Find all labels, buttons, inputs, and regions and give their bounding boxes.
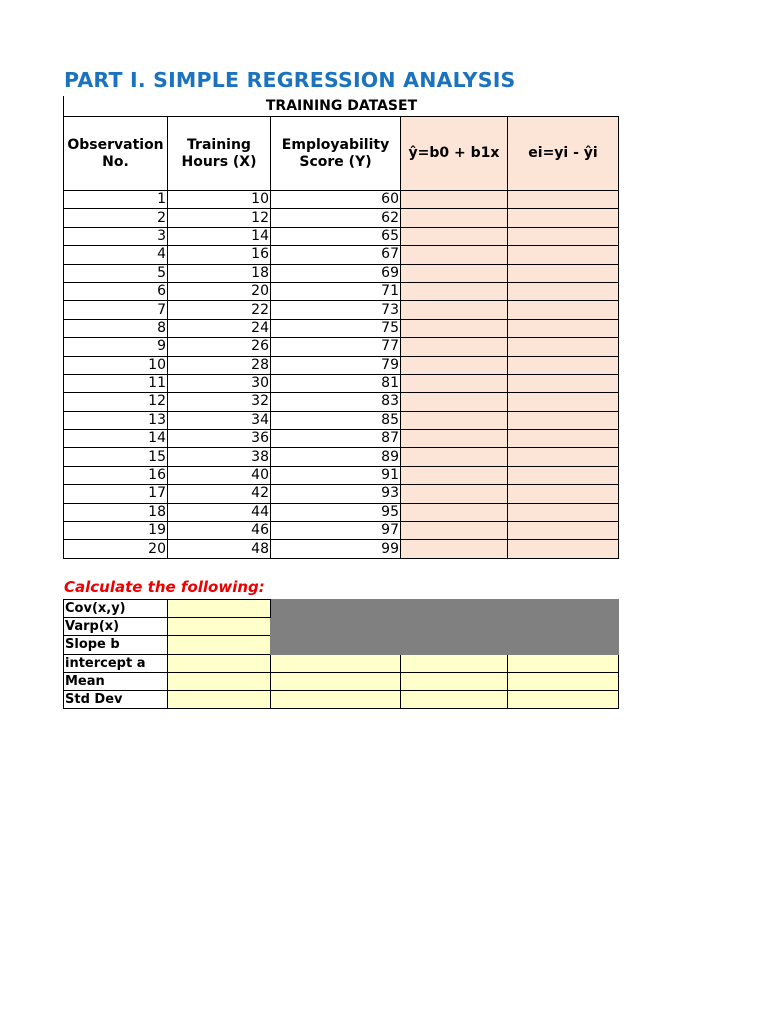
x-cell[interactable]: 26 (168, 338, 271, 356)
calc-row (64, 600, 619, 618)
residual-cell[interactable] (508, 301, 619, 319)
obs-cell[interactable]: 5 (64, 264, 168, 282)
residual-cell[interactable] (508, 338, 619, 356)
calc-input-cell[interactable] (401, 654, 508, 672)
obs-cell[interactable]: 7 (64, 301, 168, 319)
y-cell[interactable]: 69 (271, 264, 401, 282)
table-row (64, 485, 619, 503)
yhat-cell[interactable] (401, 448, 508, 466)
obs-cell[interactable]: 13 (64, 411, 168, 429)
y-cell[interactable]: 85 (271, 411, 401, 429)
residual-cell[interactable] (508, 540, 619, 558)
calculation-table (63, 599, 619, 709)
calculate-heading: Calculate the following: (64, 578, 265, 596)
header-row (64, 117, 619, 191)
table-row (64, 466, 619, 484)
yhat-cell[interactable] (401, 191, 508, 209)
table-row (64, 209, 619, 227)
calc-input-cell[interactable] (271, 654, 401, 672)
obs-cell[interactable]: 12 (64, 393, 168, 411)
table-row (64, 374, 619, 392)
residual-cell[interactable] (508, 466, 619, 484)
x-cell[interactable]: 42 (168, 485, 271, 503)
obs-cell[interactable]: 17 (64, 485, 168, 503)
residual-cell[interactable] (508, 227, 619, 245)
table-row (64, 319, 619, 337)
header-employability-line2: Score (Y) (299, 153, 372, 170)
calc-input-cell[interactable] (168, 618, 271, 636)
residual-cell[interactable] (508, 264, 619, 282)
header-observation-line2: No. (102, 153, 129, 170)
residual-cell[interactable] (508, 209, 619, 227)
yhat-cell[interactable] (401, 485, 508, 503)
yhat-cell[interactable] (401, 227, 508, 245)
residual-cell[interactable] (508, 411, 619, 429)
calc-row (64, 672, 619, 690)
residual-cell[interactable] (508, 191, 619, 209)
yhat-cell[interactable] (401, 282, 508, 300)
x-cell[interactable]: 28 (168, 356, 271, 374)
residual-cell[interactable] (508, 485, 619, 503)
y-cell[interactable]: 87 (271, 430, 401, 448)
x-cell[interactable]: 22 (168, 301, 271, 319)
obs-cell[interactable]: 4 (64, 246, 168, 264)
obs-cell[interactable]: 8 (64, 319, 168, 337)
y-cell[interactable]: 81 (271, 374, 401, 392)
y-cell[interactable]: 83 (271, 393, 401, 411)
x-cell[interactable]: 38 (168, 448, 271, 466)
y-cell[interactable]: 60 (271, 191, 401, 209)
x-cell[interactable]: 14 (168, 227, 271, 245)
residual-cell[interactable] (508, 374, 619, 392)
calc-input-cell[interactable] (168, 654, 271, 672)
residual-cell[interactable] (508, 282, 619, 300)
yhat-cell[interactable] (401, 503, 508, 521)
yhat-cell[interactable] (401, 246, 508, 264)
yhat-cell[interactable] (401, 301, 508, 319)
obs-cell[interactable]: 1 (64, 191, 168, 209)
header-employability-line1: Employability (281, 136, 390, 153)
calc-input-cell[interactable] (168, 636, 271, 654)
y-cell[interactable]: 73 (271, 301, 401, 319)
obs-cell[interactable]: 6 (64, 282, 168, 300)
calc-input-cell[interactable] (401, 690, 508, 708)
y-cell[interactable]: 91 (271, 466, 401, 484)
dataset-title: TRAINING DATASET (63, 96, 619, 116)
obs-cell[interactable]: 11 (64, 374, 168, 392)
header-employability-score[interactable] (271, 117, 401, 191)
calc-label: Std Dev (64, 690, 168, 708)
obs-cell[interactable]: 20 (64, 540, 168, 558)
calc-label: Mean (64, 672, 168, 690)
y-cell[interactable]: 65 (271, 227, 401, 245)
x-cell[interactable]: 20 (168, 282, 271, 300)
calc-input-cell[interactable] (168, 600, 271, 618)
yhat-cell[interactable] (401, 356, 508, 374)
table-row (64, 393, 619, 411)
obs-cell[interactable]: 10 (64, 356, 168, 374)
calc-input-cell[interactable] (271, 690, 401, 708)
y-cell[interactable]: 67 (271, 246, 401, 264)
calc-row (64, 690, 619, 708)
header-training-hours[interactable] (168, 117, 271, 191)
table-row (64, 448, 619, 466)
obs-cell[interactable]: 19 (64, 522, 168, 540)
header-observation-no[interactable] (64, 117, 168, 191)
y-cell[interactable]: 97 (271, 522, 401, 540)
residual-cell[interactable] (508, 503, 619, 521)
y-cell[interactable]: 93 (271, 485, 401, 503)
y-cell[interactable]: 62 (271, 209, 401, 227)
yhat-cell[interactable] (401, 338, 508, 356)
residual-cell[interactable] (508, 319, 619, 337)
training-dataset-table (63, 116, 619, 559)
yhat-cell[interactable] (401, 264, 508, 282)
table-row (64, 522, 619, 540)
x-cell[interactable]: 24 (168, 319, 271, 337)
x-cell[interactable]: 40 (168, 466, 271, 484)
x-cell[interactable]: 18 (168, 264, 271, 282)
header-residual[interactable]: ei=yi - ŷi (508, 117, 619, 191)
y-cell[interactable]: 99 (271, 540, 401, 558)
x-cell[interactable]: 34 (168, 411, 271, 429)
residual-cell[interactable] (508, 393, 619, 411)
calc-input-cell[interactable] (168, 672, 271, 690)
x-cell[interactable]: 36 (168, 430, 271, 448)
calc-label: Slope b (64, 636, 168, 654)
yhat-cell[interactable] (401, 522, 508, 540)
residual-cell[interactable] (508, 246, 619, 264)
x-cell[interactable]: 32 (168, 393, 271, 411)
table-row (64, 411, 619, 429)
x-cell[interactable]: 10 (168, 191, 271, 209)
calc-input-cell[interactable] (508, 690, 619, 708)
y-cell[interactable]: 95 (271, 503, 401, 521)
calc-input-cell[interactable] (168, 690, 271, 708)
y-cell[interactable]: 77 (271, 338, 401, 356)
table-row (64, 191, 619, 209)
obs-cell[interactable]: 9 (64, 338, 168, 356)
obs-cell[interactable]: 14 (64, 430, 168, 448)
calc-label: Cov(x,y) (64, 600, 168, 618)
calc-row (64, 654, 619, 672)
yhat-cell[interactable] (401, 374, 508, 392)
table-row (64, 264, 619, 282)
x-cell[interactable]: 16 (168, 246, 271, 264)
table-row (64, 246, 619, 264)
table-row (64, 540, 619, 558)
x-cell[interactable]: 30 (168, 374, 271, 392)
x-cell[interactable]: 12 (168, 209, 271, 227)
page-title: PART I. SIMPLE REGRESSION ANALYSIS (64, 68, 516, 92)
obs-cell[interactable]: 3 (64, 227, 168, 245)
calc-input-cell[interactable] (401, 672, 508, 690)
residual-cell[interactable] (508, 448, 619, 466)
y-cell[interactable]: 75 (271, 319, 401, 337)
table-row (64, 430, 619, 448)
table-row (64, 338, 619, 356)
obs-cell[interactable]: 18 (64, 503, 168, 521)
yhat-cell[interactable] (401, 209, 508, 227)
header-training-line1: Training (187, 136, 251, 153)
header-training-line2: Hours (X) (181, 153, 257, 170)
table-row (64, 227, 619, 245)
x-cell[interactable]: 44 (168, 503, 271, 521)
y-cell[interactable]: 89 (271, 448, 401, 466)
residual-cell[interactable] (508, 356, 619, 374)
calc-input-cell[interactable] (508, 672, 619, 690)
y-cell[interactable]: 79 (271, 356, 401, 374)
yhat-cell[interactable] (401, 319, 508, 337)
table-row (64, 282, 619, 300)
calc-label: Varp(x) (64, 618, 168, 636)
header-observation-line1: Observation (67, 136, 164, 153)
table-row (64, 301, 619, 319)
calc-input-cell[interactable] (271, 672, 401, 690)
table-row (64, 356, 619, 374)
obs-cell[interactable]: 2 (64, 209, 168, 227)
residual-cell[interactable] (508, 522, 619, 540)
header-predicted-y[interactable]: ŷ=b0 + b1x (401, 117, 508, 191)
obs-cell[interactable]: 16 (64, 466, 168, 484)
y-cell[interactable]: 71 (271, 282, 401, 300)
calc-label: intercept a (64, 654, 168, 672)
yhat-cell[interactable] (401, 430, 508, 448)
residual-cell[interactable] (508, 430, 619, 448)
obs-cell[interactable]: 15 (64, 448, 168, 466)
table-row (64, 503, 619, 521)
yhat-cell[interactable] (401, 466, 508, 484)
x-cell[interactable]: 46 (168, 522, 271, 540)
gray-block (271, 600, 619, 655)
yhat-cell[interactable] (401, 393, 508, 411)
yhat-cell[interactable] (401, 411, 508, 429)
calc-input-cell[interactable] (508, 654, 619, 672)
yhat-cell[interactable] (401, 540, 508, 558)
x-cell[interactable]: 48 (168, 540, 271, 558)
